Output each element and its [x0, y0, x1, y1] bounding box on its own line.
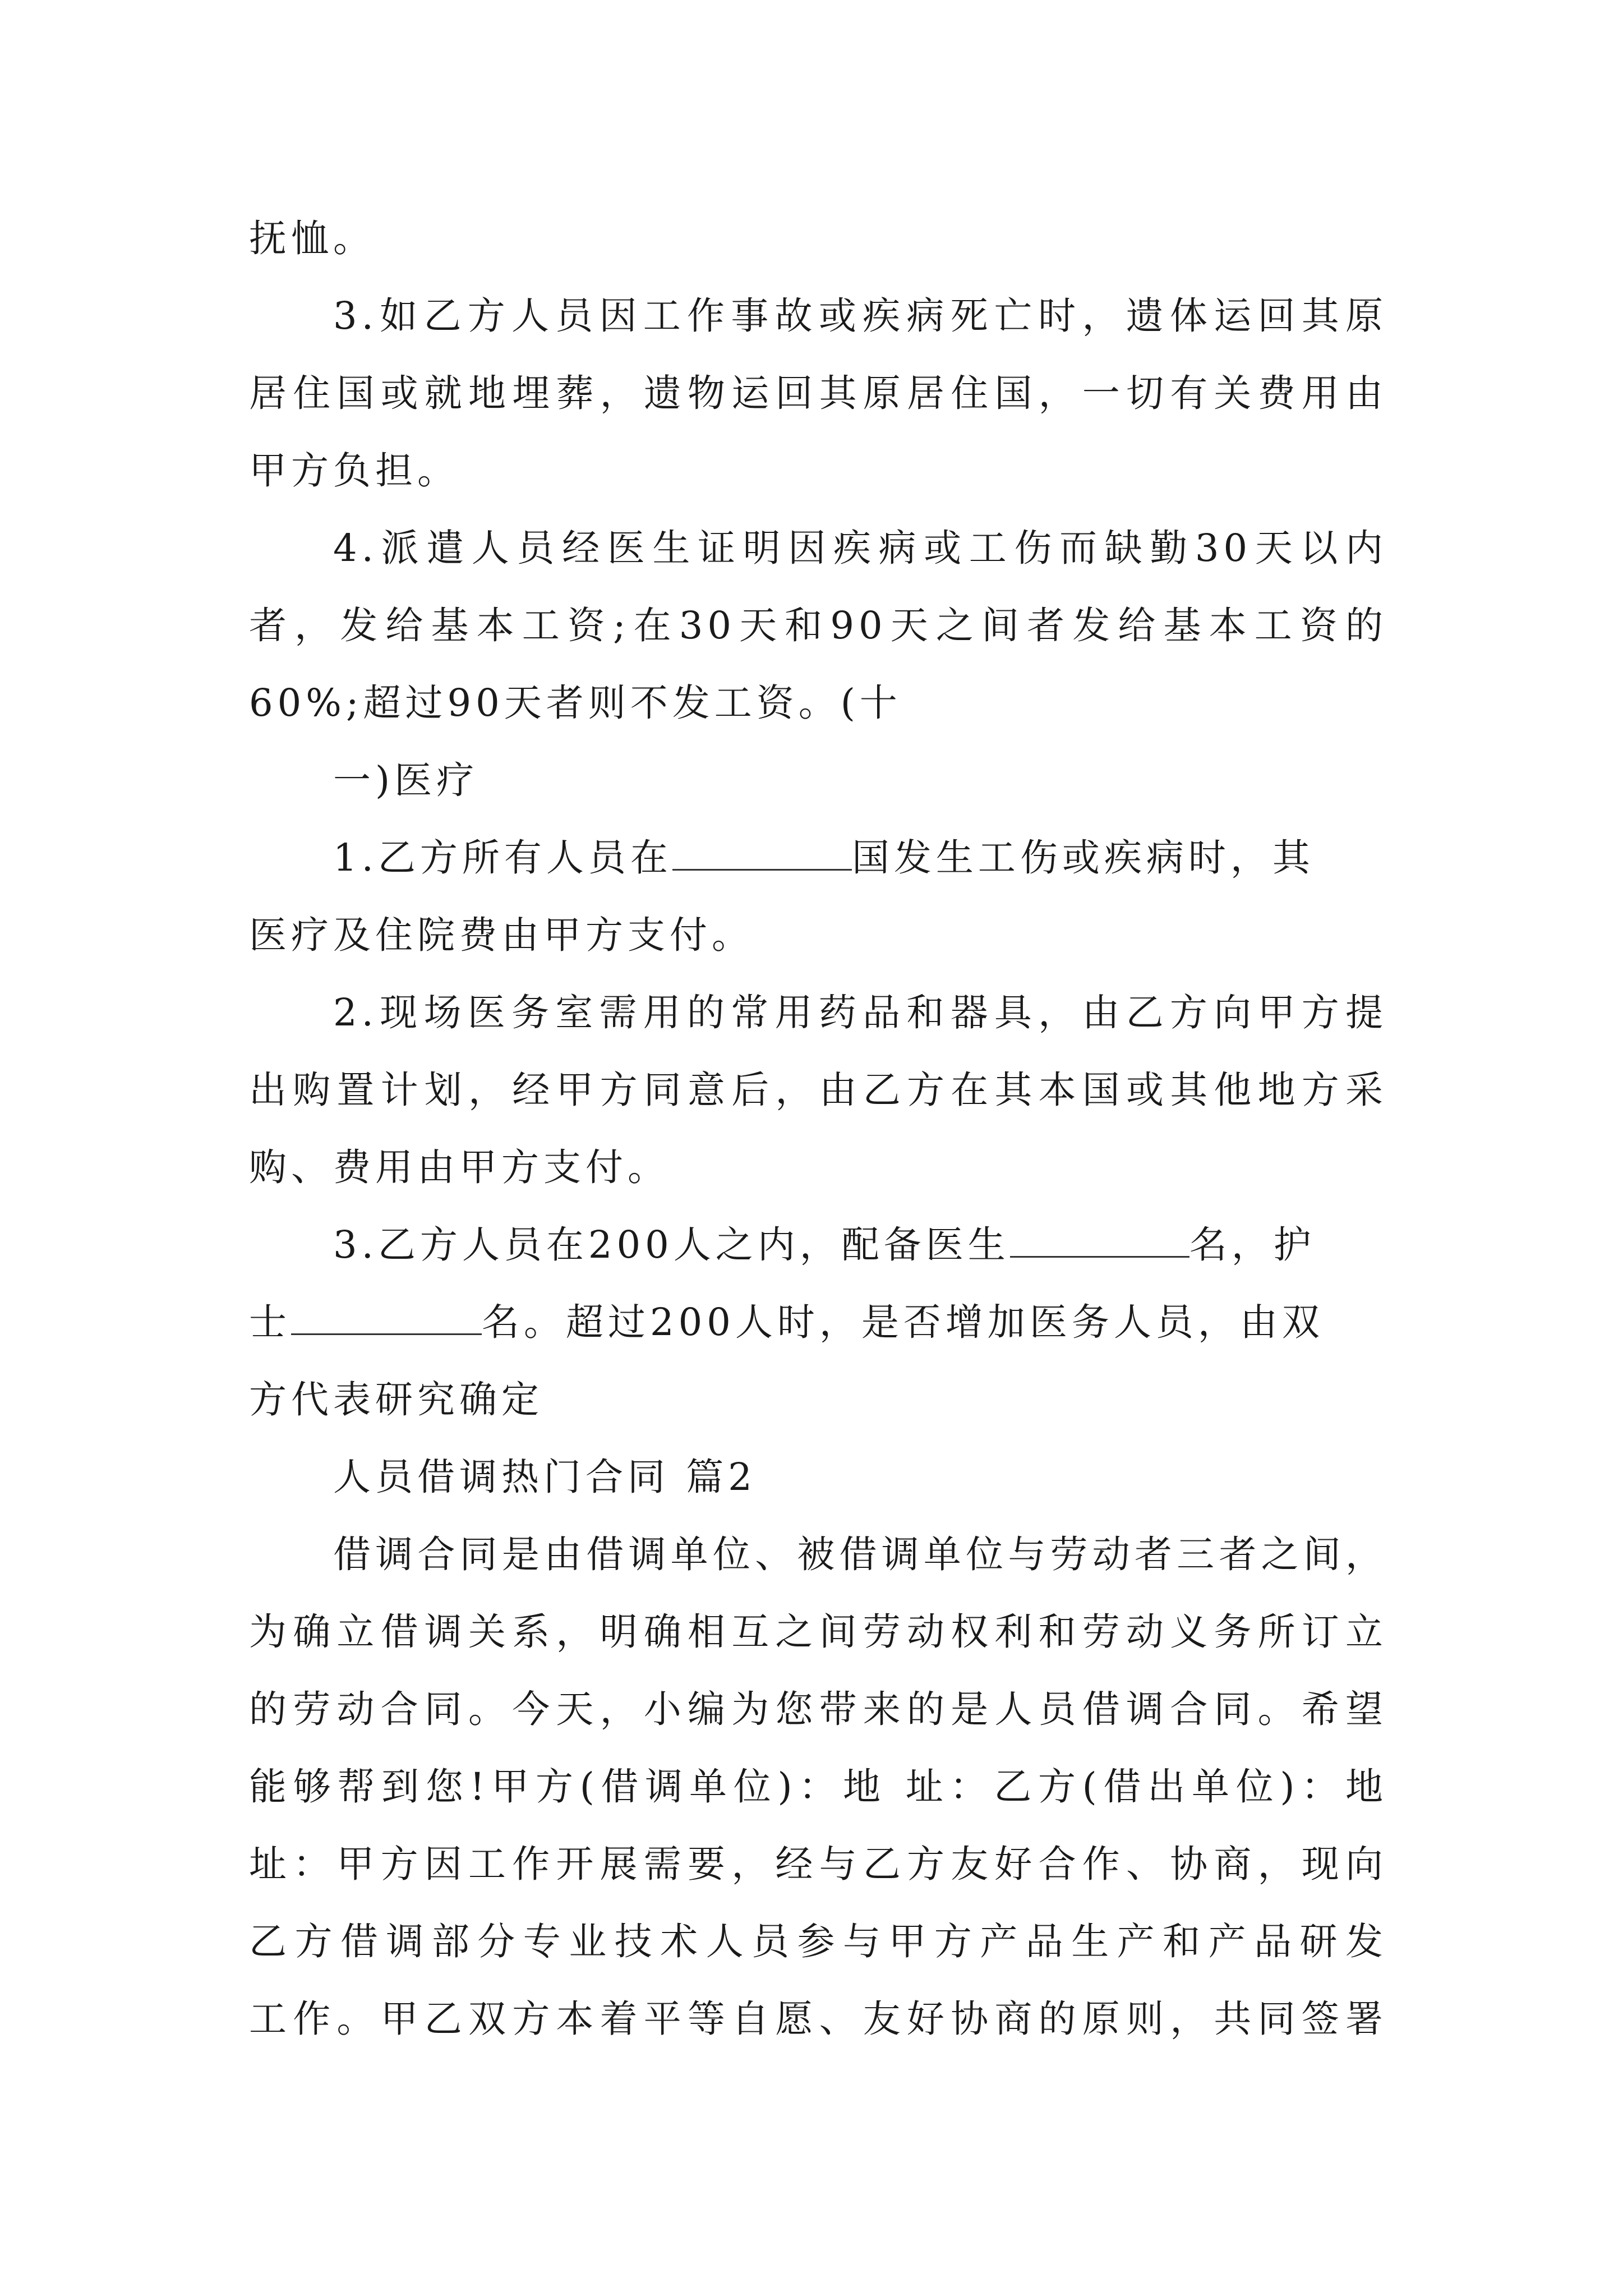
- text-line: 一)医疗: [333, 758, 479, 802]
- text-line: 者，发给基本工资;在30天和90天之间者发给基本工资的: [249, 604, 1387, 647]
- text-line: 工作。甲乙双方本着平等自愿、友好协商的原则，共同签署: [249, 1997, 1387, 2041]
- text-line: 出购置计划，经甲方同意后，由乙方在其本国或其他地方采: [249, 1068, 1387, 1112]
- text-line: 购、费用由甲方支付。: [249, 1145, 670, 1189]
- document-body: [249, 200, 1387, 2058]
- text-line: 3.如乙方人员因工作事故或疾病死亡时，遗体运回其原: [333, 294, 1387, 338]
- text-line-with-blank: [249, 1283, 1387, 1361]
- text-segment: 1.乙方所有人员在: [333, 836, 672, 880]
- fill-in-blank: [1010, 1221, 1189, 1258]
- text-line: 2.现场医务室需用的常用药品和器具，由乙方向甲方提: [333, 991, 1387, 1034]
- text-line: 乙方借调部分专业技术人员参与甲方产品生产和产品研发: [249, 1920, 1387, 1963]
- text-segment: 名，护: [1189, 1223, 1316, 1267]
- text-line-with-blank: [249, 819, 1387, 896]
- text-line: 方代表研究确定: [249, 1378, 543, 1421]
- text-line: 抚恤。: [249, 217, 375, 260]
- text-segment: 国发生工伤或疾病时，其: [851, 836, 1315, 880]
- text-line: 医疗及住院费由甲方支付。: [249, 913, 754, 957]
- text-line: 4.派遣人员经医生证明因疾病或工伤而缺勤30天以内: [333, 526, 1387, 570]
- text-line: 址：甲方因工作开展需要，经与乙方友好合作、协商，现向: [249, 1842, 1387, 1886]
- text-line: 居住国或就地埋葬，遗物运回其原居住国，一切有关费用由: [249, 371, 1387, 415]
- text-line: 能够帮到您!甲方(借调单位)：地 址：乙方(借出单位)：地: [249, 1765, 1387, 1809]
- text-segment: 名。超过200人时，是否增加医务人员，由双: [482, 1300, 1324, 1344]
- text-line: 借调合同是由借调单位、被借调单位与劳动者三者之间，: [333, 1533, 1387, 1576]
- text-line: 60%;超过90天者则不发工资。(十: [249, 681, 902, 725]
- text-line: 为确立借调关系，明确相互之间劳动权利和劳动义务所订立: [249, 1610, 1387, 1654]
- fill-in-blank: [672, 834, 852, 871]
- text-line: 甲方负担。: [249, 449, 459, 493]
- text-segment: 3.乙方人员在200人之内，配备医生: [333, 1223, 1010, 1267]
- text-line: 的劳动合同。今天，小编为您带来的是人员借调合同。希望: [249, 1687, 1387, 1731]
- text-segment: 士: [249, 1300, 291, 1344]
- section-heading: 人员借调热门合同 篇2: [333, 1455, 757, 1499]
- fill-in-blank: [291, 1299, 482, 1335]
- text-line-with-blank: [249, 1206, 1387, 1283]
